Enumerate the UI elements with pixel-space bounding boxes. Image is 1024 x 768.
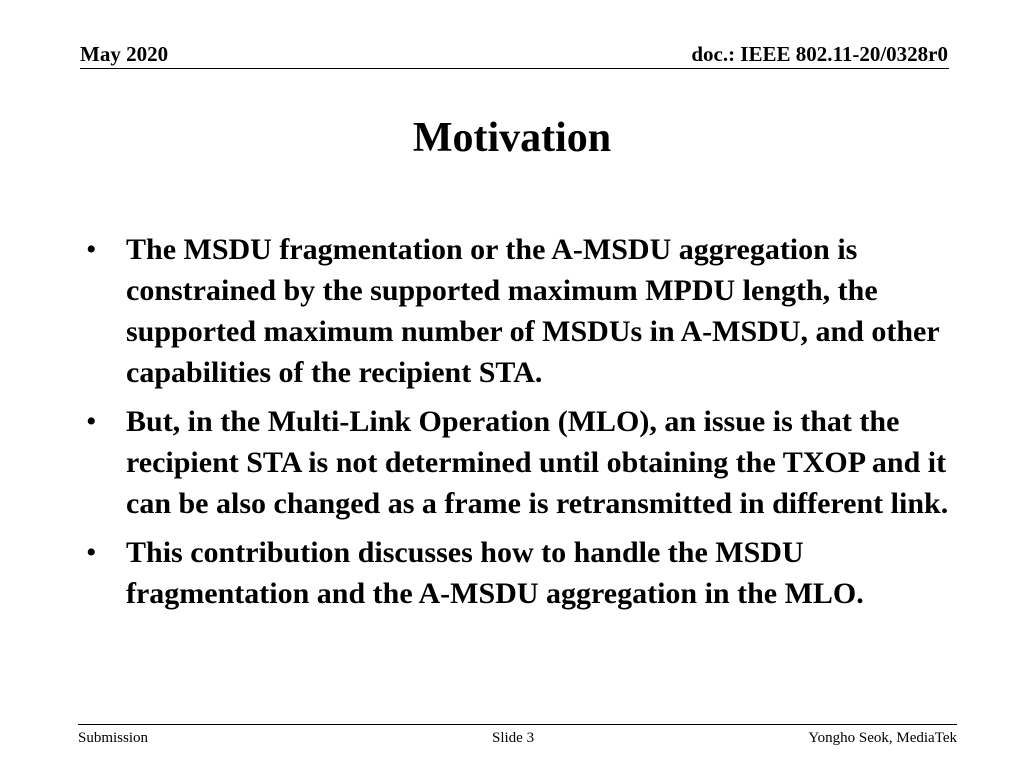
bullet-text: This contribution discusses how to handle the MSDU fragmentation and the A-MSDU aggregation in the MLO.: [126, 536, 864, 610]
bullet-marker: •: [86, 536, 97, 569]
bullet-list: [84, 229, 954, 622]
header-date: May 2020: [80, 42, 169, 66]
bullet-item: [84, 229, 954, 393]
bullet-item: [84, 401, 954, 524]
footer-divider: [78, 724, 957, 725]
bullet-marker: •: [86, 405, 97, 438]
header-divider: [80, 68, 949, 69]
slide-title: Motivation: [412, 115, 612, 161]
footer-author: Yongho Seok, MediaTek: [808, 730, 957, 746]
header-doc-id: doc.: IEEE 802.11-20/0328r0: [691, 42, 948, 66]
bullet-text: The MSDU fragmentation or the A-MSDU aggregation is constrained by the supported maximum MPDU length, the supported maximum number of MSDUs in A-MSDU, and other capabilities of the recipient STA.: [126, 233, 940, 389]
bullet-text: But, in the Multi-Link Operation (MLO), an issue is that the recipient STA is not determined until obtaining the TXOP and it can be also changed as a frame is retransmitted in different link.: [126, 405, 949, 520]
footer-submission: Submission: [78, 730, 149, 746]
footer-slide-number: Slide 3: [492, 730, 535, 746]
bullet-marker: •: [86, 233, 97, 266]
bullet-item: [84, 532, 954, 614]
